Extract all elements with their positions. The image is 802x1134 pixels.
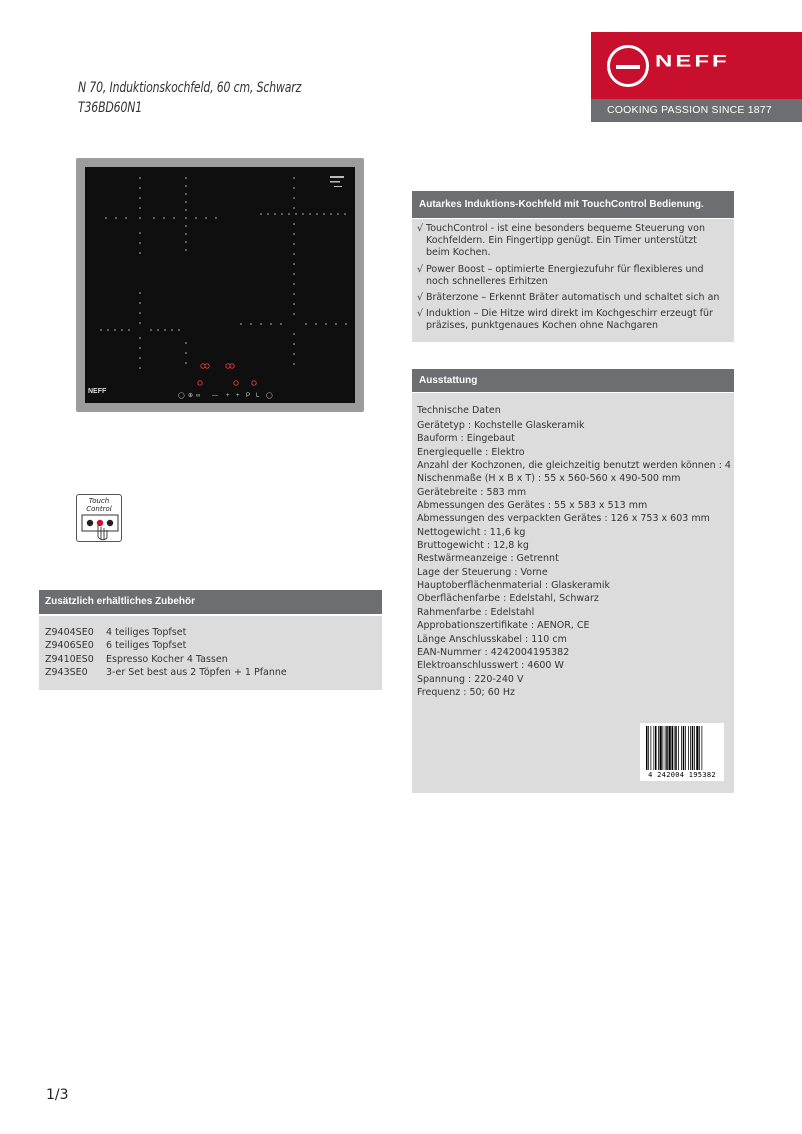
svg-text:+: + [226, 393, 230, 399]
feature-item [417, 223, 722, 259]
spec-line: Nischenmaße (H x B x T) : 55 x 560-560 x 490-500 mm [417, 473, 681, 485]
spec-line: Nettogewicht : 11,6 kg [417, 526, 526, 538]
svg-text:◯: ◯ [266, 393, 273, 399]
svg-text:L: L [256, 393, 260, 399]
check-icon: √ [417, 223, 424, 234]
feature-text: TouchControl - ist eine besonders bequeme Steuerung von Kochfeldern. Ein Fingertipp genügt. Ein Timer unterstützt beim Kochen. [426, 223, 705, 258]
neff-logo [591, 32, 802, 122]
spec-line: EAN-Nummer : 4242004195382 [417, 646, 570, 658]
svg-text:∞: ∞ [196, 393, 201, 399]
barcode-bars-icon [640, 723, 724, 771]
svg-text:◯: ◯ [178, 393, 185, 399]
equipment-panel [412, 393, 734, 793]
equipment-heading: Ausstattung [412, 369, 734, 392]
logo-red-block [591, 32, 802, 99]
spec-line: Rahmenfarbe : Edelstahl [417, 606, 535, 618]
tech-data-heading: Technische Daten [417, 405, 501, 416]
spec-line: Anzahl der Kochzonen, die gleichzeitig benutzt werden können : 4 [417, 460, 731, 472]
accessory-desc: 3-er Set best aus 2 Töpfen + 1 Pfanne [106, 667, 287, 678]
features-panel [412, 219, 734, 342]
spec-line: Hauptoberflächenmaterial : Glaskeramik [417, 580, 611, 592]
spec-line: Lage der Steuerung : Vorne [417, 566, 548, 578]
feature-text: Induktion – Die Hitze wird direkt im Kochgeschirr erzeugt für präzises, punktgenaues Kochen ohne Nachgaren [426, 308, 713, 331]
spec-line: Restwärmeanzeige : Getrennt [417, 553, 559, 565]
logo-wordmark: NEFF [655, 52, 730, 71]
barcode-number: 4 242004 195382 [648, 771, 716, 779]
accessory-code: Z9410ES0 [45, 654, 94, 665]
check-icon: √ [417, 264, 424, 275]
spec-line: Abmessungen des Gerätes : 55 x 583 x 513 mm [417, 500, 648, 512]
svg-text:P: P [246, 393, 251, 399]
accessory-desc: 4 teiliges Topfset [106, 627, 187, 638]
spec-line: Elektroanschlusswert : 4600 W [417, 660, 564, 672]
accessory-desc: 6 teiliges Topfset [106, 640, 187, 651]
feature-text: Power Boost – optimierte Energiezufuhr für flexibleres und noch schnelleres Erhitzen [426, 264, 704, 287]
accessory-code: Z9404SE0 [45, 627, 94, 638]
svg-text:—: — [212, 393, 218, 399]
page-number: 1/3 [46, 1087, 69, 1103]
touch-control-icon [76, 494, 122, 542]
accessories-heading: Zusätzlich erhältliches Zubehör [39, 590, 382, 614]
spec-line: Approbationszertifikate : AENOR, CE [417, 620, 590, 632]
cooktop-markings [76, 158, 364, 412]
touch-buttons-icon [77, 495, 123, 543]
spec-line: Abmessungen des verpackten Gerätes : 126 x 753 x 603 mm [417, 513, 710, 525]
barcode [640, 723, 724, 781]
spec-list [417, 419, 729, 699]
svg-text:⊕: ⊕ [188, 393, 194, 399]
spec-line: Energiequelle : Elektro [417, 446, 525, 458]
svg-text:+: + [236, 393, 240, 399]
spec-line: Oberflächenfarbe : Edelstahl, Schwarz [417, 593, 599, 605]
product-title [78, 78, 301, 118]
features-heading: Autarkes Induktions-Kochfeld mit TouchControl Bedienung. [412, 191, 734, 218]
logo-circle-icon [607, 45, 649, 87]
check-icon: √ [417, 292, 424, 303]
cooktop-image [76, 158, 364, 412]
spec-line: Frequenz : 50; 60 Hz [417, 686, 516, 698]
touch-label-line2: Control [86, 505, 112, 513]
spec-line: Gerätetyp : Kochstelle Glaskeramik [417, 420, 585, 431]
feature-item [417, 292, 722, 304]
product-title-line1: N 70, Induktionskochfeld, 60 cm, Schwarz [78, 80, 302, 96]
spec-line: Bauform : Eingebaut [417, 433, 515, 445]
cooktop-brand-label: NEFF [88, 388, 107, 395]
check-icon: √ [417, 308, 424, 319]
spec-line: Spannung : 220-240 V [417, 673, 524, 685]
spec-line: Bruttogewicht : 12,8 kg [417, 540, 529, 552]
spec-line: Länge Anschlusskabel : 110 cm [417, 633, 567, 645]
accessory-desc: Espresso Kocher 4 Tassen [106, 654, 228, 665]
feature-item [417, 264, 722, 288]
spec-line: Gerätebreite : 583 mm [417, 486, 527, 498]
touch-label-line1: Touch [88, 497, 110, 505]
feature-text: Bräterzone – Erkennt Bräter automatisch und schaltet sich an [426, 292, 720, 303]
logo-tagline: COOKING PASSION SINCE 1877 [591, 99, 802, 122]
accessory-code: Z9406SE0 [45, 640, 94, 651]
accessories-panel [39, 616, 382, 690]
product-model: T36BD60N1 [78, 100, 143, 116]
feature-item [417, 308, 722, 332]
accessory-code: Z943SE0 [45, 667, 88, 678]
